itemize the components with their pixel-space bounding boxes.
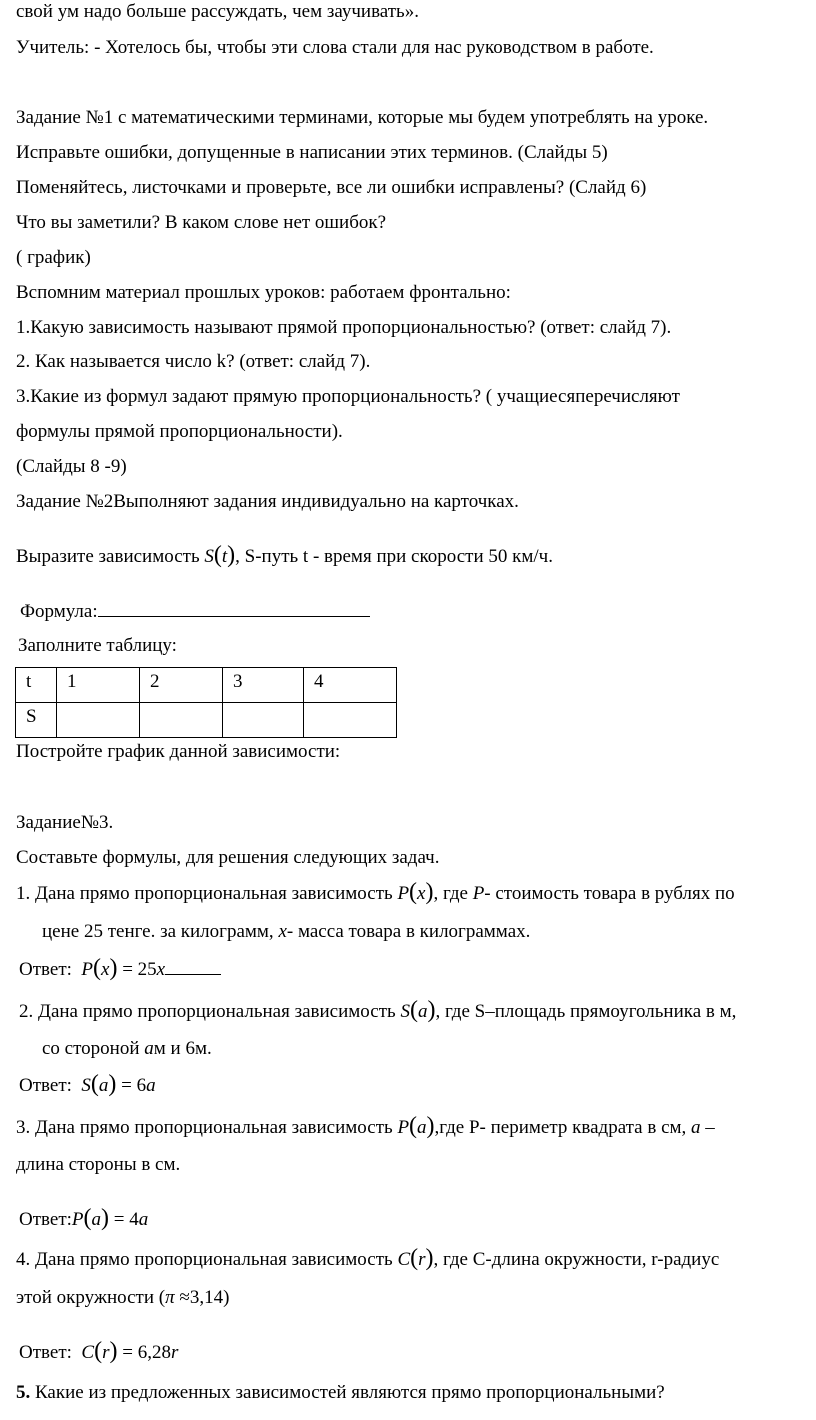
math-eq: = <box>117 959 138 980</box>
math-eq: = <box>116 1075 137 1096</box>
math-var: P <box>81 959 94 980</box>
text-span: 2. Дана прямо пропорциональная зависимость <box>19 1001 401 1022</box>
problem-4 <box>16 1246 719 1272</box>
table-cell[interactable] <box>140 703 223 738</box>
math-var: S <box>400 1001 410 1022</box>
text-line: Постройте график данной зависимости: <box>16 741 341 762</box>
formula-field <box>16 598 370 624</box>
text-span: 1. Дана прямо пропорциональная зависимость <box>16 883 398 904</box>
text-line: Учитель: - Хотелось бы, чтобы эти слова стали для нас руководством в работе. <box>16 37 654 58</box>
math-coef: 6,28 <box>137 1342 171 1363</box>
problem-4-cont <box>16 1286 229 1310</box>
fill-table-label: Заполните таблицу: <box>18 635 177 656</box>
answer-2 <box>19 1072 156 1098</box>
math-var: P <box>472 883 485 904</box>
math-var: P <box>397 883 410 904</box>
formula-label: Формула: <box>20 601 98 622</box>
math-var: a <box>98 1075 109 1096</box>
answer-1 <box>19 956 221 982</box>
text-line: Поменяйтесь, листочками и проверьте, все ли ошибки исправлены? (Слайд 6) <box>16 177 647 198</box>
math-paren: ( <box>409 997 418 1023</box>
answer-4 <box>19 1339 178 1365</box>
math-paren: ) <box>426 1113 435 1139</box>
math-paren: ) <box>108 1071 117 1097</box>
math-var: x <box>278 921 287 942</box>
math-var: C <box>81 1342 95 1363</box>
value-table <box>15 667 397 738</box>
problem-number: 5. <box>16 1382 31 1403</box>
table-cell[interactable] <box>304 703 397 738</box>
math-var: x <box>156 959 166 980</box>
answer-label: Ответ: <box>19 1075 72 1096</box>
text-span: , S-путь t - время при скорости 50 км/ч. <box>235 546 553 567</box>
text-line: Исправьте ошибки, допущенные в написании этих терминов. (Слайды 5) <box>16 142 608 163</box>
text-line: 2. Как называется число k? (ответ: слайд 7). <box>16 351 371 372</box>
answer-blank[interactable] <box>165 956 221 975</box>
text-line: Задание№3. <box>16 812 114 833</box>
text-span: этой окружности ( <box>16 1287 166 1308</box>
problem-5 <box>16 1381 665 1405</box>
math-coef: 6 <box>136 1075 147 1096</box>
text-line: Вспомним материал прошлых уроков: работаем фронтально: <box>16 282 511 303</box>
math-paren: ( <box>90 1071 99 1097</box>
task2-statement <box>16 543 553 569</box>
math-paren: ) <box>101 1205 110 1231</box>
text-span: - стоимость товара в рублях по <box>484 883 735 904</box>
text-span: цене 25 тенге. за килограмм, <box>42 921 279 942</box>
text-span: – <box>700 1117 715 1138</box>
math-var: a <box>91 1209 102 1230</box>
math-paren: ) <box>109 955 118 981</box>
math-paren: ) <box>427 997 436 1023</box>
math-paren: ( <box>410 1245 419 1271</box>
text-span: ≈3,14) <box>174 1287 230 1308</box>
text-span: , где С-длина окружности, r-радиус <box>433 1249 720 1270</box>
math-paren: ) <box>109 1338 118 1364</box>
problem-2 <box>19 998 736 1024</box>
text-line: Задание №2Выполняют задания индивидуально на карточках. <box>16 491 519 512</box>
text-span: 3. Дана прямо пропорциональная зависимость <box>16 1117 398 1138</box>
math-var: a <box>417 1001 428 1022</box>
problem-1-cont <box>42 920 530 944</box>
math-paren: ( <box>213 542 222 568</box>
math-var: C <box>397 1249 411 1270</box>
text-span: 4. Дана прямо пропорциональная зависимость <box>16 1249 398 1270</box>
math-paren: ( <box>83 1205 92 1231</box>
text-line: Составьте формулы, для решения следующих задач. <box>16 847 440 868</box>
text-line: длина стороны в см. <box>16 1154 181 1175</box>
math-var: t <box>221 546 228 567</box>
text-span: - масса товара в килограммах. <box>286 921 531 942</box>
table-cell[interactable] <box>57 703 140 738</box>
math-var: x <box>417 883 426 904</box>
math-var: S <box>81 1075 91 1096</box>
math-var: a <box>144 1038 154 1059</box>
answer-label: Ответ: <box>19 959 72 980</box>
text-line: формулы прямой пропорциональности). <box>16 421 343 442</box>
math-var: r <box>102 1342 110 1363</box>
math-var: a <box>691 1117 701 1138</box>
table-cell: 3 <box>223 668 304 703</box>
text-line: Что вы заметили? В каком слове нет ошибок? <box>16 212 387 233</box>
problem-2-cont <box>42 1037 212 1061</box>
text-span: Какие из предложенных зависимостей являются прямо пропорциональными? <box>30 1382 665 1403</box>
math-var: π <box>165 1287 175 1308</box>
math-paren: ) <box>227 542 236 568</box>
problem-3 <box>16 1114 715 1140</box>
table-cell: 1 <box>57 668 140 703</box>
math-paren: ( <box>409 879 418 905</box>
text-line: свой ум надо больше рассуждать, чем заучивать». <box>16 1 419 22</box>
table-row <box>16 668 397 703</box>
math-var: P <box>71 1209 84 1230</box>
text-line: 1.Какую зависимость называют прямой пропорциональностью? (ответ: слайд 7). <box>16 317 672 338</box>
table-cell: 4 <box>304 668 397 703</box>
math-paren: ) <box>425 879 434 905</box>
math-eq: = <box>117 1342 138 1363</box>
text-line: Задание №1 с математическими терминами, которые мы будем употреблять на уроке. <box>16 107 709 128</box>
formula-blank[interactable] <box>98 598 370 617</box>
text-span: м и 6м. <box>153 1038 212 1059</box>
text-line: 3.Какие из формул задают прямую пропорциональность? ( учащиесяперечисляют <box>16 386 680 407</box>
answer-label: Ответ: <box>19 1209 72 1230</box>
answer-3 <box>19 1206 148 1232</box>
math-var: S <box>204 546 214 567</box>
math-var: P <box>397 1117 410 1138</box>
text-line: ( график) <box>16 247 91 268</box>
text-span: Выразите зависимость <box>16 546 205 567</box>
math-paren: ( <box>93 955 102 981</box>
table-cell[interactable] <box>223 703 304 738</box>
math-var: r <box>418 1249 426 1270</box>
math-coef: 25 <box>137 959 157 980</box>
text-span: , где S–площадь прямоугольника в м, <box>435 1001 737 1022</box>
math-paren: ( <box>409 1113 418 1139</box>
answer-label: Ответ: <box>19 1342 72 1363</box>
table-cell: 2 <box>140 668 223 703</box>
table-cell: t <box>16 668 57 703</box>
math-var: a <box>417 1117 427 1138</box>
table-row <box>16 703 397 738</box>
math-var: a <box>138 1209 149 1230</box>
table-cell: S <box>16 703 57 738</box>
text-span: со стороной <box>42 1038 145 1059</box>
text-span: ,где Р- периметр квадрата в см, <box>434 1117 692 1138</box>
math-eq: = <box>109 1209 130 1230</box>
math-var: r <box>170 1342 179 1363</box>
math-var: x <box>101 959 110 980</box>
math-paren: ( <box>94 1338 103 1364</box>
math-coef: 4 <box>129 1209 139 1230</box>
math-paren: ) <box>425 1245 434 1271</box>
math-var: a <box>146 1075 156 1096</box>
text-span: , где <box>433 883 473 904</box>
text-line: (Слайды 8 -9) <box>16 456 127 477</box>
problem-1 <box>16 880 735 906</box>
